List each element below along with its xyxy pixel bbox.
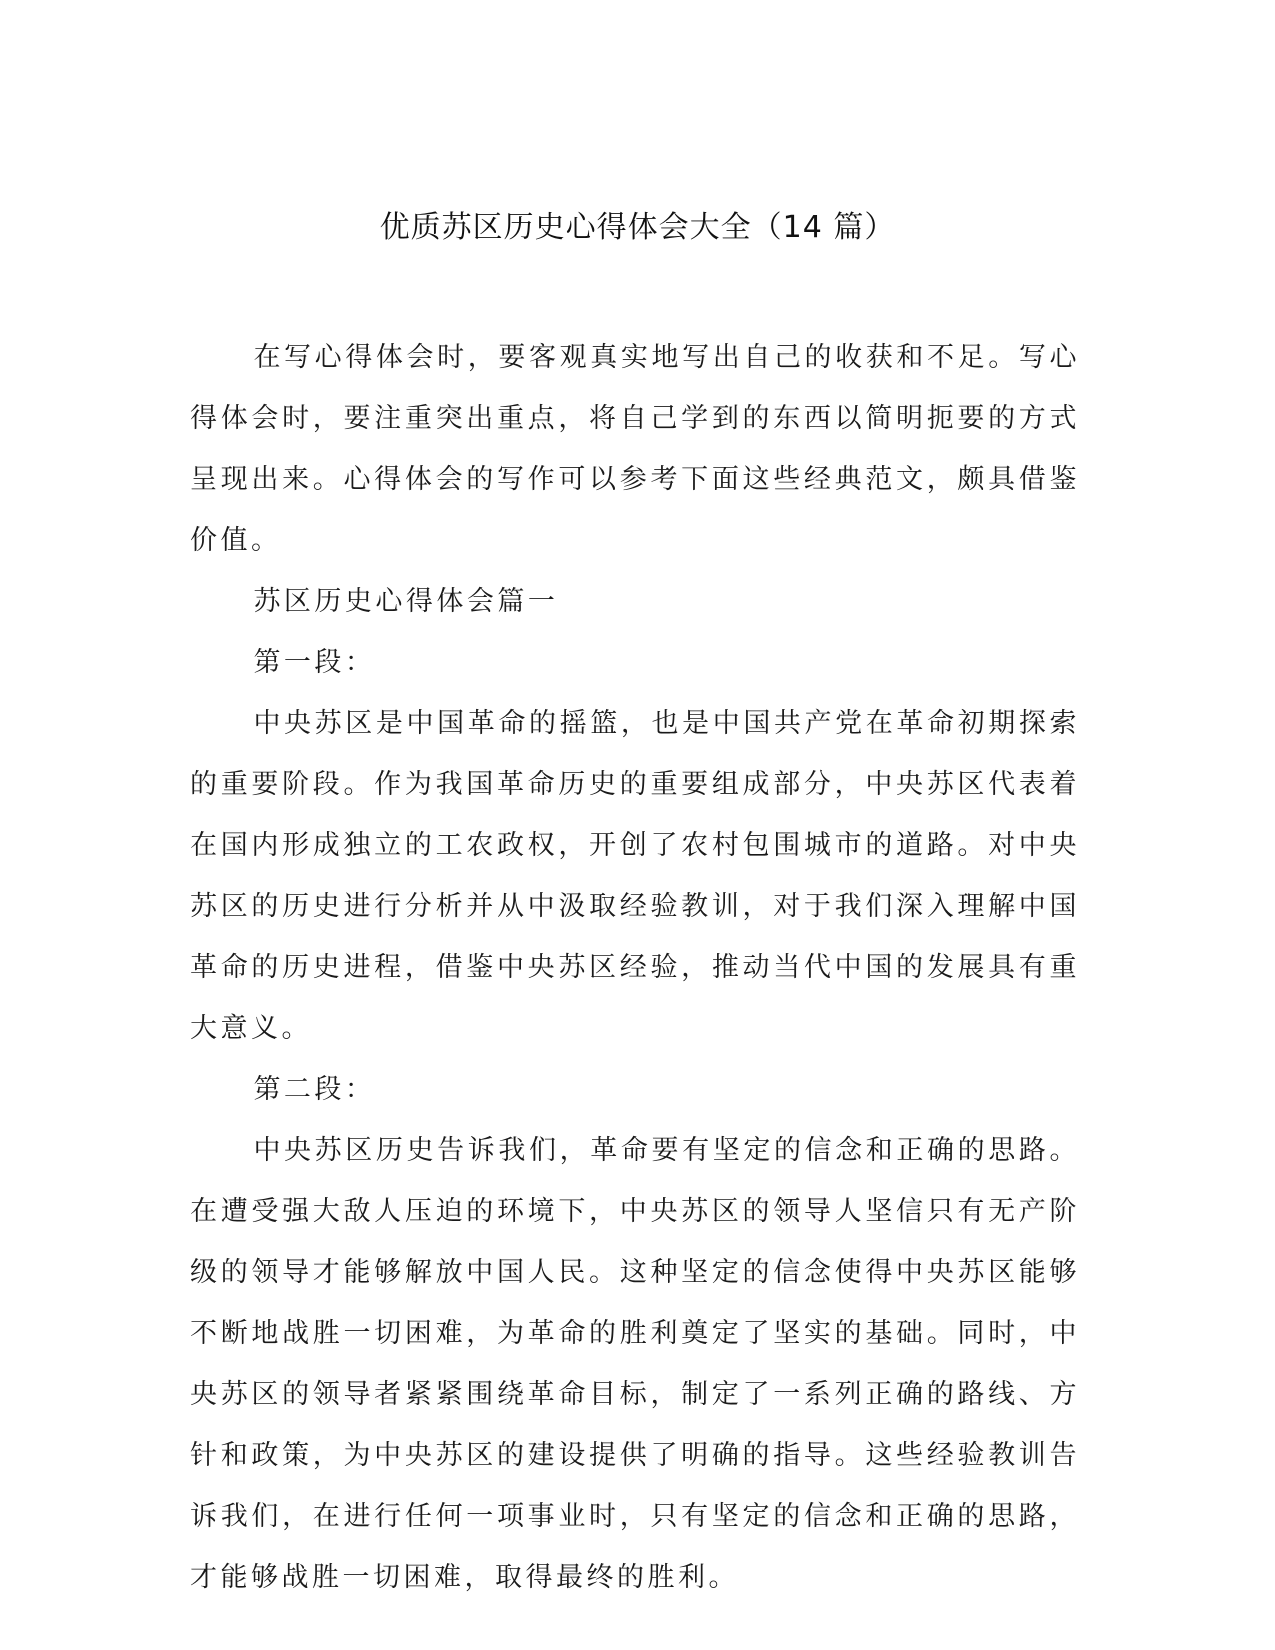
intro-paragraph: 在写心得体会时，要客观真实地写出自己的收获和不足。写心得体会时，要注重突出重点，将自己学到的东西以简明扼要的方式呈现出来。心得体会的写作可以参考下面这些经典范文，颇具借鉴价值。 xyxy=(190,342,1080,556)
subsection-label: 第二段： xyxy=(253,1074,376,1105)
document-body xyxy=(190,327,1080,1608)
body-paragraph: 中央苏区历史告诉我们，革命要有坚定的信念和正确的思路。在遭受强大敌人压迫的环境下，中央苏区的领导人坚信只有无产阶级的领导才能够解放中国人民。这种坚定的信念使得中央苏区能够不断地战胜一切困难，为革命的胜利奠定了坚实的基础。同时，中央苏区的领导者紧紧围绕革命目标，制定了一系列正确的路线、方针和政策，为中央苏区的建设提供了明确的指导。这些经验教训告诉我们，在进行任何一项事业时，只有坚定的信念和正确的思路，才能够战胜一切困难，取得最终的胜利。 xyxy=(190,1135,1080,1593)
subsection-label: 第一段： xyxy=(253,647,376,678)
document-title: 优质苏区历史心得体会大全（14 篇） xyxy=(379,210,896,245)
body-paragraph: 中央苏区是中国革命的摇篮，也是中国共产党在革命初期探索的重要阶段。作为我国革命历史的重要组成部分，中央苏区代表着在国内形成独立的工农政权，开创了农村包围城市的道路。对中央苏区的历史进行分析并从中汲取经验教训，对于我们深入理解中国革命的历史进程，借鉴中央苏区经验，推动当代中国的发展具有重大意义。 xyxy=(190,708,1080,1044)
section-heading: 苏区历史心得体会篇一 xyxy=(253,586,559,617)
